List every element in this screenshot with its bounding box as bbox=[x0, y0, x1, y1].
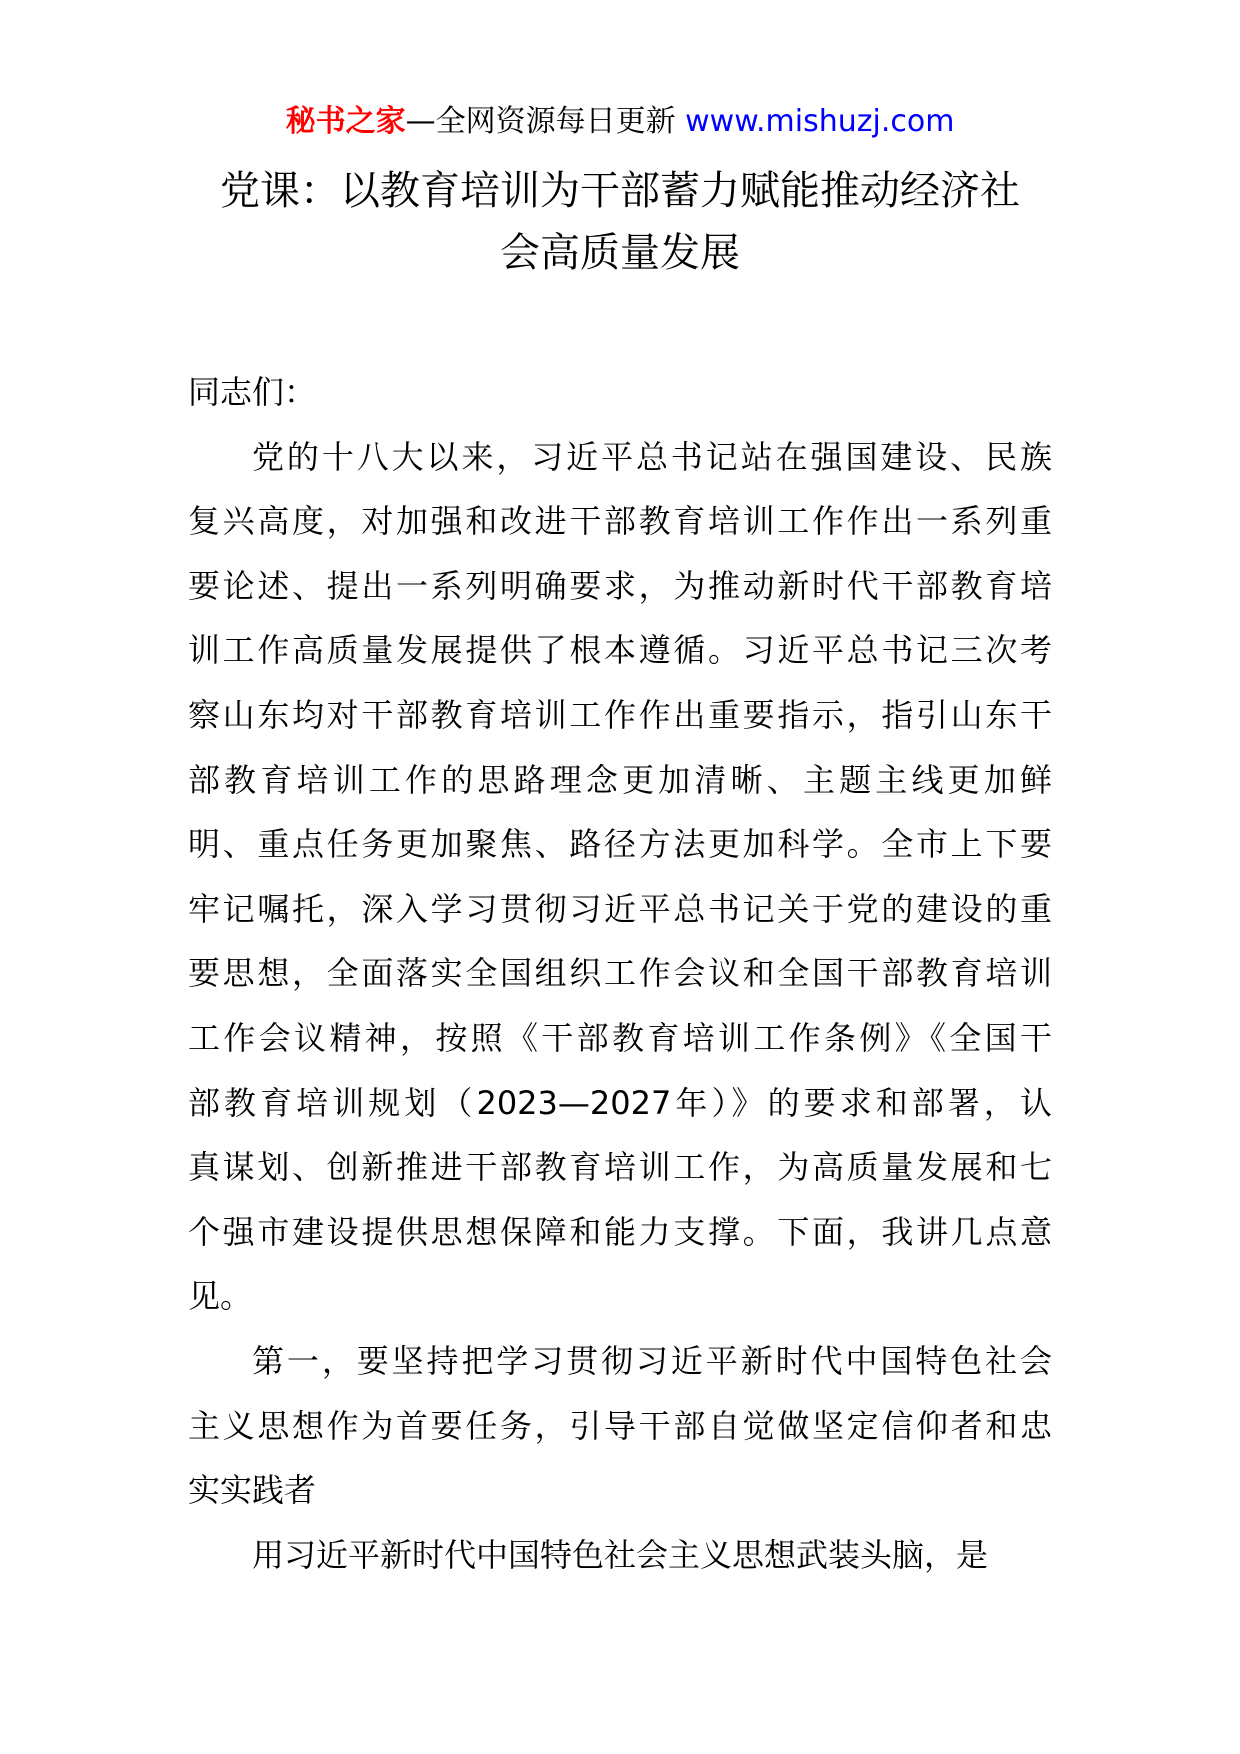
paragraph-line: 党的十八大以来，习近平总书记站在强国建设、民族 bbox=[252, 437, 1052, 476]
paragraph-section-one bbox=[188, 1523, 1052, 1588]
paragraph-line: 牢记嘱托，深入学习贯彻习近平总书记关于党的建设的重 bbox=[188, 889, 1052, 928]
paragraph-line: 训工作高质量发展提供了根本遵循。习近平总书记三次考 bbox=[188, 631, 1052, 670]
paragraph-line: 真谋划、创新推进干部教育培训工作，为高质量发展和七 bbox=[188, 1148, 1052, 1187]
title-line: 会高质量发展 bbox=[500, 230, 740, 276]
document-title bbox=[150, 160, 1090, 284]
paragraph-intro bbox=[188, 425, 1052, 1329]
paragraph-line: 主义思想作为首要任务，引导干部自觉做坚定信仰者和忠 bbox=[188, 1406, 1052, 1445]
document-body bbox=[188, 360, 1052, 1587]
site-link[interactable]: www.mishuzj.com bbox=[685, 104, 955, 139]
paragraph-line: 要论述、提出一系列明确要求，为推动新时代干部教育培 bbox=[188, 566, 1052, 605]
paragraph-line: 个强市建设提供思想保障和能力支撑。下面，我讲几点意 bbox=[188, 1212, 1052, 1251]
paragraph-line: 工作会议精神，按照《干部教育培训工作条例》《全国干 bbox=[188, 1018, 1052, 1057]
paragraph-line: 实实践者 bbox=[188, 1471, 317, 1510]
paragraph-line: 明、重点任务更加聚焦、路径方法更加科学。全市上下要 bbox=[188, 825, 1052, 864]
salutation: 同志们： bbox=[188, 373, 317, 411]
paragraph-line: 要思想，全面落实全国组织工作会议和全国干部教育培训 bbox=[188, 954, 1052, 993]
paragraph-line: 用习近平新时代中国特色社会主义思想武装头脑，是 bbox=[252, 1535, 989, 1574]
paragraph-line: 第一，要坚持把学习贯彻习近平新时代中国特色社会 bbox=[252, 1341, 1052, 1380]
paragraph-line: 察山东均对干部教育培训工作作出重要指示，指引山东干 bbox=[188, 695, 1052, 734]
brand-name: 秘书之家 bbox=[285, 104, 406, 139]
paragraph-line: 复兴高度，对加强和改进干部教育培训工作作出一系列重 bbox=[188, 502, 1052, 541]
paragraph-line: 部教育培训工作的思路理念更加清晰、主题主线更加鲜 bbox=[188, 760, 1052, 799]
paragraph-line: 见。 bbox=[188, 1277, 253, 1316]
title-line: 党课：以教育培训为干部蓄力赋能推动经济社 bbox=[220, 168, 1020, 214]
source-header bbox=[0, 100, 1240, 144]
header-tagline: —全网资源每日更新 bbox=[405, 104, 676, 139]
paragraph-line: 部教育培训规划（2023—2027年）》的要求和部署，认 bbox=[188, 1083, 1052, 1122]
section-heading-first bbox=[188, 1329, 1052, 1523]
